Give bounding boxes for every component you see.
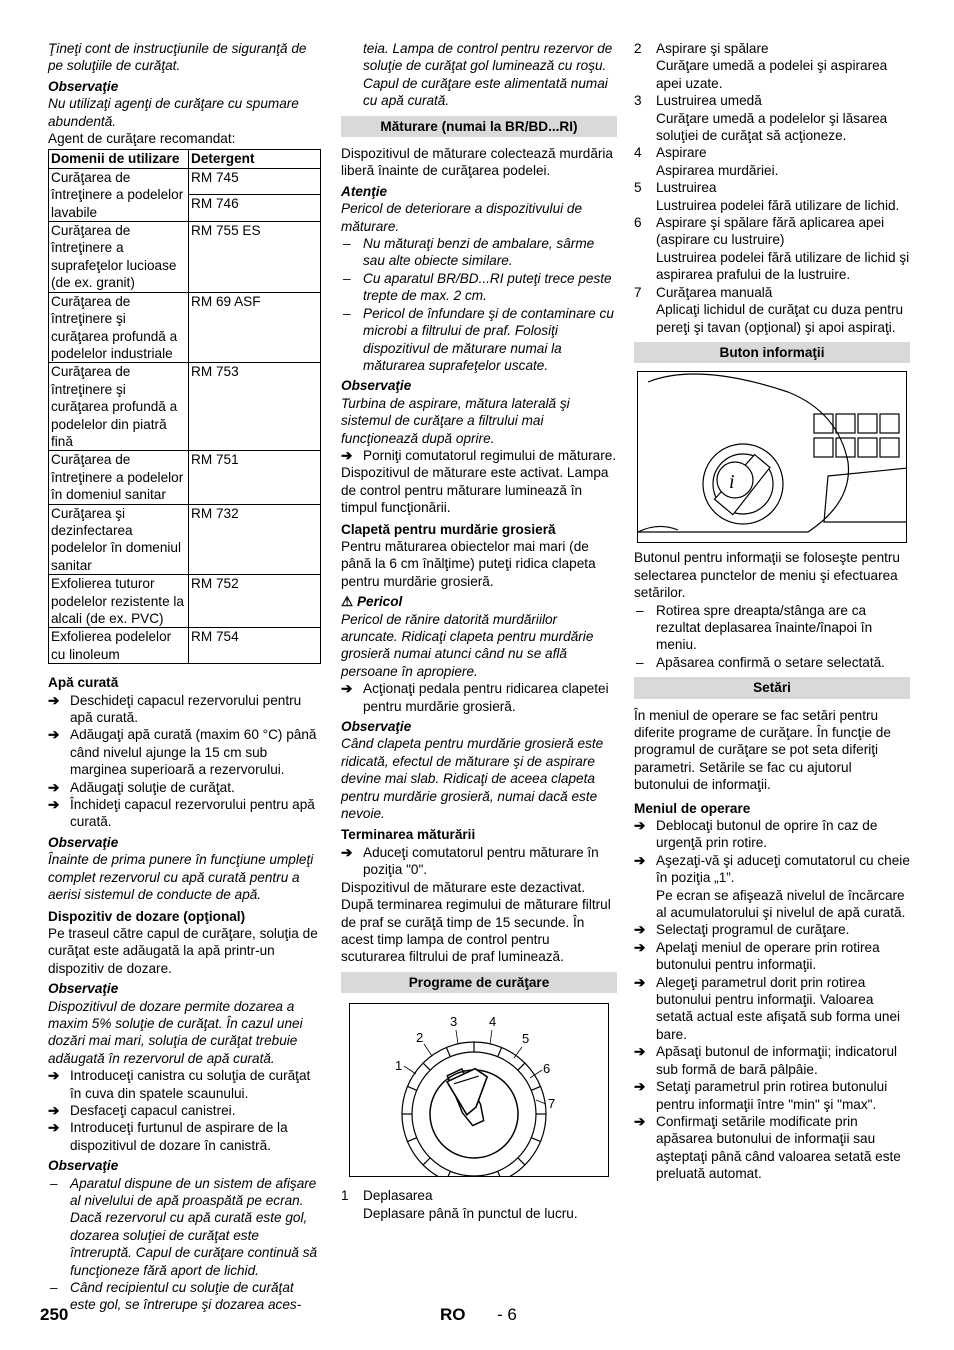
dial-segment-divider: [531, 1138, 540, 1142]
program-list-item: [634, 179, 910, 214]
note-text: Turbina de aspirare, mătura laterală şi sistemul de curăţare a filtrului mai funcţionează după oprire.: [341, 395, 570, 446]
table-row: [49, 168, 321, 195]
body-text: Butonul pentru informaţii se foloseşte pentru selectarea punctelor de meniu şi efectuarea setărilor.: [634, 550, 900, 601]
list-title: Aspirare şi spălare: [656, 41, 769, 56]
program-list-item: [634, 144, 910, 179]
body-text: Dispozitivul de măturare este activat. Lampa de control pentru măturare luminează în timpul funcţionării.: [341, 465, 609, 516]
note-title: Observaţie: [48, 834, 119, 850]
note-list-item: – Aparatul dispune de un sistem de afişare al nivelului de apă proaspătă pe ecran. Dacă rezervorul cu apă curată este gol, dozarea soluţiei de curăţat este întreruptă. Capul de curăţare continuă să funcţioneze fără aport de lichid.: [48, 1175, 321, 1279]
body-text: Pe traseul către capul de curăţare, soluţia de curăţat este adăugată la apă printr-un dispozitiv de dozare.: [48, 925, 318, 976]
body-text: Dispozitivul de măturare colectează murdăria liberă înainte de curăţarea podelei.: [341, 146, 613, 179]
table-cell-area: Curăţarea de întreţinere a podelelor lavabile: [49, 168, 189, 221]
note-title: Observaţie: [48, 78, 119, 94]
step-item: ➔ Alegeţi parametrul dorit prin rotirea butonului pentru informaţii. Valoarea setată actual este afişată sub forma unei bare.: [634, 974, 910, 1044]
section-heading-end-sweeping: Terminarea măturării: [341, 827, 476, 843]
list-title: Deplasarea: [363, 1188, 433, 1204]
step-item: ➔ Setaţi parametrul prin rotirea butonului pentru informaţii între "min" şi "max".: [634, 1078, 910, 1113]
note-text: Dispozitivul de dozare permite dozarea a maxim 5% soluţie de curăţat. În cazul unei dozări mai mari, soluţia de curăţat trebuie adăugată în rezervorul de apă curată.: [48, 998, 303, 1066]
section-heading-flap: Clapetă pentru murdărie grosieră: [341, 521, 556, 537]
figure-label-4: 4: [489, 1014, 497, 1030]
step-item: ➔ Deschideţi capacul rezervorului pentru apă curată.: [48, 692, 321, 727]
table-cell-area: Curăţarea de întreţinere şi curăţarea profundă a podelelor din piatră fină: [49, 363, 189, 451]
section-heading-operating-menu: Meniul de operare: [634, 800, 751, 816]
section-bar-sweeping: Măturare (numai la BR/BD...RI): [341, 116, 617, 137]
table-cell-area: Exfolierea tuturor podelelor rezistente la alcali (de ex. PVC): [49, 575, 189, 628]
dial-segment-divider: [446, 1048, 450, 1057]
step-item: ➔ Adăugaţi apă curată (maxim 60 °C) până când nivelul ajunge la 15 cm sub marginea superioară a rezervorului.: [48, 726, 321, 778]
list-number: 2: [634, 41, 642, 56]
step-item: ➔ Aduceţi comutatorul pentru măturare în poziţia "0".: [341, 844, 617, 879]
list-desc: Lustruirea podelei fără utilizare de lichid.: [656, 197, 900, 213]
note-title: Observaţie: [341, 378, 412, 394]
info-button-illustration: [638, 372, 907, 542]
page-number: 250: [40, 1305, 69, 1324]
note-text: Înainte de prima punere în funcţiune umpleţi complet rezervorul cu apă curată pentru a aerisi sistemul de conducte de apă.: [48, 852, 314, 903]
caution-list-item: – Cu aparatul BR/BD...RI puteţi trece peste trepte de max. 2 cm.: [341, 270, 617, 305]
dial-segment-divider: [446, 1171, 450, 1176]
list-number: 3: [634, 93, 642, 109]
figure-label-1: 1: [395, 1058, 403, 1074]
list-title: Aspirare şi spălare fără aplicarea apei (aspirare cu lustruire): [656, 215, 885, 248]
list-desc: Lustruirea podelei fără utilizare de lichid şi aspirarea prafului de la lustruire.: [656, 249, 910, 283]
column-middle: [341, 40, 617, 1222]
section-bar-programs: Programe de curăţare: [341, 972, 617, 993]
section-page-number: - 6: [497, 1305, 517, 1324]
table-cell-detergent: RM 732: [189, 504, 321, 575]
table-cell-area: Curăţarea şi dezinfectarea podelelor în domeniul sanitar: [49, 504, 189, 575]
table-cell-detergent: RM 755 ES: [189, 222, 321, 293]
table-cell-detergent: RM 754: [189, 628, 321, 664]
step-note: Pe ecran se afişează nivelul de încărcare al acumulatorului şi nivelul de apă curată.: [656, 887, 906, 921]
list-number: 7: [634, 284, 642, 300]
recommended-label: Agent de curăţare recomandat:: [48, 131, 236, 147]
note-title: Observaţie: [341, 719, 412, 735]
list-title: Lustruirea umedă: [656, 93, 762, 109]
table-header-area: Domenii de utilizare: [49, 150, 189, 168]
table-header-detergent: Detergent: [189, 150, 321, 168]
info-button-figure: [637, 371, 907, 543]
list-desc: Aplicaţi lichidul de curăţat cu duza pentru pereţi şi tavan (opţional) şi apoi aspiraţi.: [656, 302, 904, 335]
dial-segment-divider: [408, 1138, 417, 1142]
table-cell-area: Curăţarea de întreţinere a podelelor în domeniul sanitar: [49, 451, 189, 504]
figure-label-3: 3: [450, 1014, 458, 1030]
note-title: Observaţie: [48, 1158, 119, 1174]
figure-label-6: 6: [543, 1061, 551, 1077]
list-title: Aspirare: [656, 145, 707, 161]
table-cell-detergent: RM 745: [189, 168, 321, 195]
step-item: ➔ Introduceţi furtunul de aspirare de la dispozitivul de dozare în canistră.: [48, 1119, 321, 1154]
note-list-item: – Când recipientul cu soluţie de curăţat este gol, se întrerupe şi dozarea aces-: [48, 1279, 321, 1314]
program-list-item: [634, 214, 910, 284]
section-heading-clean-water: Apă curată: [48, 675, 119, 691]
list-title: Lustruirea: [656, 180, 717, 196]
body-text: Dispozitivul de măturare este dezactivat. După terminarea regimului de măturare filtrul de praf se curăţă timp de 15 secunde. În acest timp lampa de control pentru scuturarea filtrului de praf luminează.: [341, 879, 611, 965]
warning-triangle-icon: ⚠: [341, 594, 354, 610]
continued-text: teia. Lampa de control pentru rezervor de soluţie de curăţat gol luminează cu roşu. Capul de curăţare este alimentată numai cu apă curată.: [363, 41, 613, 109]
table-cell-detergent: RM 69 ASF: [189, 292, 321, 363]
dial-segment-divider: [498, 1048, 502, 1057]
program-list-item: [634, 284, 910, 336]
danger-title: Pericol: [356, 594, 403, 610]
list-desc: Curăţare umedă a podelelor şi lăsarea soluţiei de curăţat să acţioneze.: [656, 110, 888, 144]
caution-list-item: – Nu măturaţi benzi de ambalare, sârme sau alte obiecte similare.: [341, 235, 617, 270]
table-cell-detergent: RM 752: [189, 575, 321, 628]
table-row: [49, 222, 321, 293]
step-item: ➔ Închideţi capacul rezervorului pentru apă curată.: [48, 796, 321, 831]
program-dial-illustration: [350, 1004, 606, 1176]
list-item: – Apăsarea confirmă o setare selectată.: [634, 654, 910, 671]
body-text: În meniul de operare se fac setări pentru diferite programe de curăţare. În funcţie de programul de curăţare se pot seta diferiţi parametri. Setările se fac cu ajutorul butonului de informaţii.: [634, 707, 891, 793]
figure-label-2: 2: [416, 1030, 424, 1046]
note-text: Nu utilizaţi agenţi de curăţare cu spumare abundentă.: [48, 96, 299, 129]
list-number: 5: [634, 180, 642, 196]
danger-text: Pericol de rănire datorită murdăriilor aruncate. Ridicaţi clapeta pentru murdărie grosieră numai atunci când nu se află persoane în apropiere.: [341, 611, 594, 679]
dial-segment-divider: [498, 1171, 502, 1176]
table-cell-detergent: RM 753: [189, 363, 321, 451]
step-item: ➔ Aşezaţi-vă şi aduceţi comutatorul cu cheie în poziţia „1”.: [634, 852, 910, 887]
dial-segment-divider: [408, 1087, 417, 1091]
table-row: [49, 628, 321, 664]
table-cell-area: Curăţarea de întreţinere a suprafeţelor lucioase (de ex. granit): [49, 222, 189, 293]
section-bar-info-button: Buton informaţii: [634, 342, 910, 363]
note-title: Observaţie: [48, 981, 119, 997]
step-item: ➔ Apăsaţi butonul de informaţii; indicatorul sub formă de bară pâlpâie.: [634, 1043, 910, 1078]
table-row: [49, 451, 321, 504]
section-heading-dosing: Dispozitiv de dozare (opţional): [48, 908, 246, 924]
program-list-item: [634, 92, 910, 144]
table-header-row: [49, 150, 321, 168]
list-desc: Aspirarea murdăriei.: [656, 162, 779, 178]
step-item: ➔ Confirmaţi setările modificate prin apăsarea butonului de informaţii sau aşteptaţi până când valoarea setată este preluată automat.: [634, 1113, 910, 1183]
caution-title: Atenţie: [341, 183, 388, 199]
step-item: ➔ Desfaceţi capacul canistrei.: [48, 1102, 321, 1119]
step-item: ➔ Deblocaţi butonul de oprire în caz de urgenţă prin rotire.: [634, 817, 910, 852]
figure-label-5: 5: [522, 1031, 530, 1047]
table-cell-area: Curăţarea de întreţinere şi curăţarea profundă a podelelor industriale: [49, 292, 189, 363]
list-item: – Rotirea spre dreapta/stânga are ca rezultat deplasarea înainte/înapoi în meniu.: [634, 602, 910, 654]
column-left: [48, 40, 321, 1314]
svg-text:i: i: [729, 471, 735, 494]
table-cell-detergent: RM 746: [189, 195, 321, 222]
dial-segment-divider: [518, 1158, 525, 1165]
section-bar-settings: Setări: [634, 677, 910, 698]
step-item: ➔ Adăugaţi soluţie de curăţat.: [48, 779, 321, 796]
intro-text: Ţineţi cont de instrucţiunile de siguranţă de pe soluţiile de curăţat.: [48, 41, 307, 74]
program-selector-figure: [349, 1003, 609, 1177]
caution-text: Pericol de deteriorare a dispozitivului de măturare.: [341, 201, 583, 234]
column-right: [634, 40, 910, 1183]
table-row: [49, 292, 321, 363]
dial-segment-divider: [518, 1063, 525, 1070]
language-code: RO: [440, 1305, 466, 1324]
list-title: Curăţarea manuală: [656, 284, 773, 300]
step-item: ➔ Introduceţi canistra cu soluţia de curăţat în cuva din spatele scaunului.: [48, 1067, 321, 1102]
program-list-item: [341, 1187, 617, 1222]
step-item: ➔ Acţionaţi pedala pentru ridicarea clapetei pentru murdărie grosieră.: [341, 680, 617, 715]
list-number: 6: [634, 215, 642, 231]
table-row: [49, 363, 321, 451]
table-cell-area: Exfolierea podelelor cu linoleum: [49, 628, 189, 664]
step-item: ➔ Apelaţi meniul de operare prin rotirea butonului pentru informaţii.: [634, 939, 910, 974]
table-row: [49, 504, 321, 575]
dial-segment-divider: [423, 1158, 430, 1165]
step-item: ➔ Porniţi comutatorul regimului de măturare.: [341, 447, 617, 464]
dial-segment-divider: [531, 1087, 540, 1091]
dial-segment-divider: [423, 1063, 430, 1070]
list-number: 4: [634, 145, 642, 161]
figure-label-7: 7: [548, 1096, 556, 1112]
list-number: 1: [341, 1188, 349, 1204]
body-text: Pentru măturarea obiectelor mai mari (de până la 6 cm înălţime) puteţi ridica clapeta pentru murdărie grosieră.: [341, 538, 596, 589]
table-row: [49, 575, 321, 628]
program-list-item: [634, 40, 910, 92]
caution-list-item: – Pericol de înfundare şi de contaminare cu microbi a filtrului de praf. Folosiţi dispozitivul de măturare numai la măturarea suprafeţelor uscate.: [341, 305, 617, 375]
list-desc: Curăţare umedă a podelei şi aspirarea apei uzate.: [656, 58, 888, 91]
table-cell-detergent: RM 751: [189, 451, 321, 504]
danger-title-row: [341, 593, 617, 610]
step-item: ➔ Selectaţi programul de curăţare.: [634, 921, 910, 938]
list-desc: Deplasare până în punctul de lucru.: [363, 1205, 578, 1221]
note-text: Când clapeta pentru murdărie grosieră este ridicată, efectul de măturare şi de aspirare devine mai slab. Ridicaţi de aceea clapeta pentru murdărie grosieră, numai dacă este nevoie.: [341, 736, 604, 822]
detergent-table: [48, 149, 321, 664]
